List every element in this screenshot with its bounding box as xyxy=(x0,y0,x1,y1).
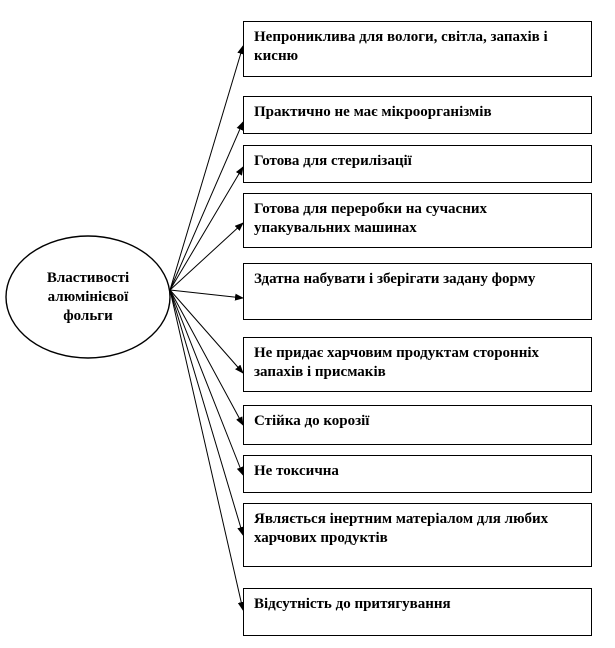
property-box-4 xyxy=(243,193,592,248)
property-text: Непрониклива для вологи, світла, запахів і кисню xyxy=(254,29,548,64)
property-box-5 xyxy=(243,263,592,320)
connector-arrow-3 xyxy=(170,167,243,290)
property-text: Не токсична xyxy=(254,463,339,479)
property-text: Готова для переробки на сучасних упакувальних машинах xyxy=(254,201,487,236)
property-box-9 xyxy=(243,503,592,567)
connector-arrow-4 xyxy=(170,223,243,290)
connector-arrow-5 xyxy=(170,290,243,298)
property-text: Не придає харчовим продуктам сторонніх запахів і присмаків xyxy=(254,345,540,380)
property-box-6 xyxy=(243,337,592,392)
connector-arrow-7 xyxy=(170,290,243,425)
center-label-text: Властивості алюмінієвої фольги xyxy=(46,269,130,324)
property-text: Здатна набувати і зберігати задану форму xyxy=(254,271,536,287)
property-text: Готова для стерилізації xyxy=(254,153,412,169)
property-text: Відсутність до притягування xyxy=(254,596,451,612)
property-text: Практично не має мікроорганізмів xyxy=(254,104,492,120)
connector-arrow-6 xyxy=(170,290,243,373)
property-text: Стійка до корозії xyxy=(254,413,370,429)
property-box-10 xyxy=(243,588,592,636)
property-box-2 xyxy=(243,96,592,134)
connector-arrow-10 xyxy=(170,290,243,610)
property-text: Являється інертним матеріалом для любих харчових продуктів xyxy=(254,511,549,546)
connector-arrow-9 xyxy=(170,290,243,535)
property-box-3 xyxy=(243,145,592,183)
connector-arrow-8 xyxy=(170,290,243,475)
property-box-8 xyxy=(243,455,592,493)
property-box-7 xyxy=(243,405,592,445)
connector-arrow-2 xyxy=(170,122,243,290)
connector-arrow-1 xyxy=(170,46,243,290)
center-label xyxy=(6,236,170,358)
property-box-1 xyxy=(243,21,592,77)
